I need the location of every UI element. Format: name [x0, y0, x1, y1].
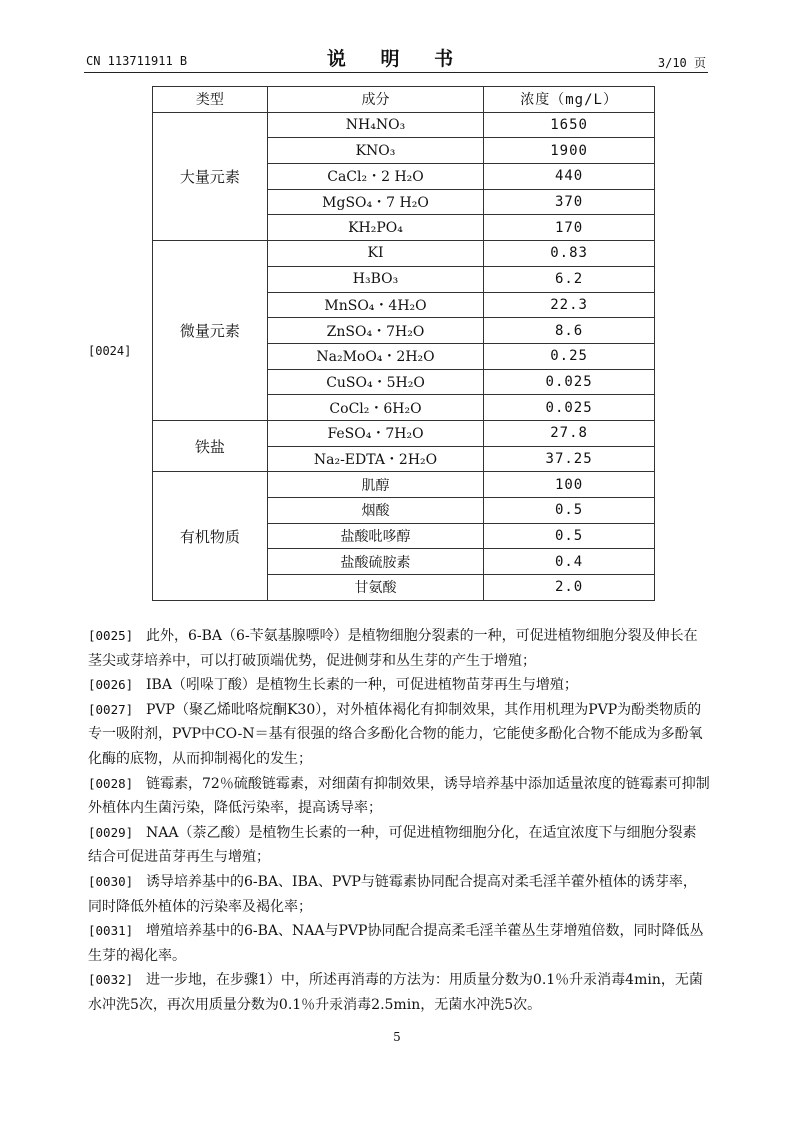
page-indicator: 3/10 页: [657, 56, 706, 70]
table-row: [153, 472, 655, 498]
table-row: [153, 420, 655, 446]
component-cell: FeSO₄・7H₂O: [267, 420, 483, 446]
page-number: 5: [393, 1030, 401, 1044]
concentration-cell: 0.5: [484, 523, 655, 549]
component-cell: 肌醇: [267, 472, 483, 498]
paragraph-text: NAA（萘乙酸）是植物生长素的一种，可促进植物细胞分化，在适宜浓度下与细胞分裂素结合可促进苗芽再生与增殖；: [88, 824, 697, 866]
paragraph-text: 链霉素，72％硫酸链霉素，对细菌有抑制效果，诱导培养基中添加适量浓度的链霉素可抑制外植体内生菌污染，降低污染率，提高诱导率；: [88, 775, 710, 817]
component-cell: KH₂PO₄: [267, 215, 483, 241]
column-header: 浓度（mg/L）: [484, 87, 655, 113]
component-cell: MnSO₄・4H₂O: [267, 292, 483, 318]
paragraph-text: 增殖培养基中的6-BA、NAA与PVP协同配合提高柔毛淫羊藿丛生芽增殖倍数，同时降低丛生芽的褐化率。: [88, 923, 704, 964]
paragraph-number: [0031]: [88, 923, 134, 939]
concentration-cell: 0.5: [484, 498, 655, 524]
paragraph-text: 此外，6-BA（6-苄氨基腺嘌呤）是植物细胞分裂素的一种，可促进植物细胞分裂及伸长在茎尖或芽培养中，可以打破顶端优势，促进侧芽和丛生芽的产生于增殖；: [88, 628, 698, 669]
document-title: 说 明 书: [326, 48, 468, 70]
type-cell: 铁盐: [153, 420, 268, 471]
type-cell: 有机物质: [153, 472, 268, 600]
concentration-cell: 370: [484, 189, 655, 215]
component-cell: KNO₃: [267, 138, 483, 164]
concentration-cell: 100: [484, 472, 655, 498]
table-row: [153, 241, 655, 267]
component-cell: MgSO₄・7 H₂O: [267, 189, 483, 215]
paragraph-number: [0032]: [88, 972, 134, 988]
paragraph-number: [0029]: [88, 824, 134, 840]
paragraph: [88, 919, 710, 968]
component-cell: 烟酸: [267, 498, 483, 524]
page-header: [0, 0, 794, 80]
component-cell: 盐酸吡哆醇: [267, 523, 483, 549]
concentration-cell: 8.6: [484, 318, 655, 344]
concentration-cell: 0.4: [484, 549, 655, 575]
medium-composition-table: [152, 86, 655, 601]
paragraph: [88, 968, 710, 1017]
concentration-cell: 440: [484, 164, 655, 190]
paragraph-text: 诱导培养基中的6-BA、IBA、PVP与链霉素协同配合提高对柔毛淫羊藿外植体的诱芽率，同时降低外植体的污染率及褐化率；: [88, 873, 697, 915]
column-header: 成分: [267, 87, 483, 113]
component-cell: 甘氨酸: [267, 575, 483, 601]
component-cell: NH₄NO₃: [267, 112, 483, 138]
table-row: [153, 112, 655, 138]
type-cell: 大量元素: [153, 112, 268, 240]
paragraph: [88, 821, 710, 870]
concentration-cell: 1650: [484, 112, 655, 138]
paragraph: [88, 870, 710, 919]
paragraph-number: [0025]: [88, 628, 134, 643]
component-cell: 盐酸硫胺素: [267, 549, 483, 575]
concentration-cell: 6.2: [484, 266, 655, 292]
paragraph: [88, 698, 710, 772]
component-cell: Na₂-EDTA・2H₂O: [267, 446, 483, 472]
concentration-cell: 37.25: [484, 446, 655, 472]
table-header-row: [153, 87, 655, 113]
patent-number: CN 113711911 B: [86, 54, 188, 68]
body-text: [88, 624, 710, 1018]
component-cell: Na₂MoO₄・2H₂O: [267, 343, 483, 369]
paragraph: [88, 772, 710, 821]
column-header: 类型: [153, 87, 268, 113]
concentration-cell: 170: [484, 215, 655, 241]
concentration-cell: 0.025: [484, 395, 655, 421]
component-cell: CoCl₂・6H₂O: [267, 395, 483, 421]
paragraph-number: [0028]: [88, 775, 134, 791]
paragraph-text: 进一步地，在步骤1）中，所述再消毒的方法为：用质量分数为0.1％升汞消毒4min，无菌水冲洗5次，再次用质量分数为0.1％升汞消毒2.5min，无菌水冲洗5次。: [88, 972, 703, 1013]
concentration-cell: 27.8: [484, 420, 655, 446]
paragraph: [88, 624, 710, 673]
paragraph-text: IBA（吲哚丁酸）是植物生长素的一种，可促进植物苗芽再生与增殖；: [146, 677, 578, 694]
header-rule: [84, 72, 708, 73]
paragraph: [88, 673, 710, 698]
paragraph-text: PVP（聚乙烯吡咯烷酮K30），对外植体褐化有抑制效果，其作用机理为PVP为酚类物质的专一吸附剂，PVP中CO-N＝基有很强的络合多酚化合物的能力，它能使多酚化合物不能成为多酚氧化酶的底物，从而抑制褐化的发生；: [88, 701, 703, 767]
concentration-cell: 22.3: [484, 292, 655, 318]
component-cell: KI: [267, 241, 483, 267]
concentration-cell: 1900: [484, 138, 655, 164]
type-cell: 微量元素: [153, 241, 268, 421]
concentration-cell: 2.0: [484, 575, 655, 601]
component-cell: CuSO₄・5H₂O: [267, 369, 483, 395]
component-cell: ZnSO₄・7H₂O: [267, 318, 483, 344]
component-cell: CaCl₂・2 H₂O: [267, 164, 483, 190]
concentration-cell: 0.025: [484, 369, 655, 395]
paragraph-number: [0027]: [88, 701, 134, 717]
paragraph-number: [0026]: [88, 677, 134, 693]
paragraph-number: [0030]: [88, 873, 134, 889]
component-cell: H₃BO₃: [267, 266, 483, 292]
concentration-cell: 0.25: [484, 343, 655, 369]
concentration-cell: 0.83: [484, 241, 655, 267]
paragraph-number: [0024]: [88, 344, 132, 358]
